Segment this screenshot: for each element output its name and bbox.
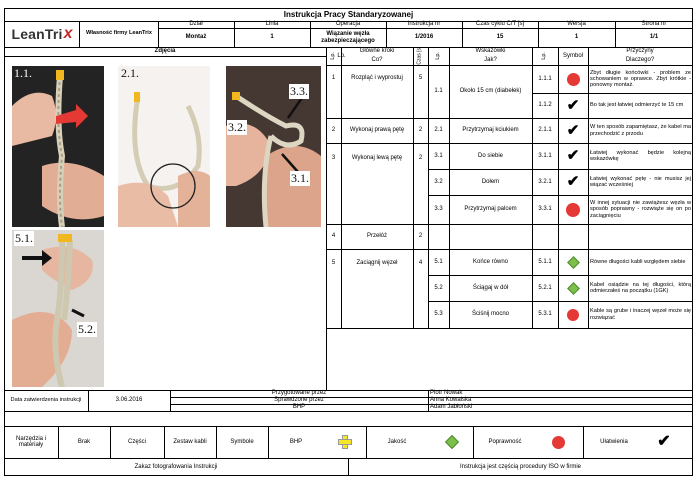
reason-text-1-1-2: Bo tak jest łatwiej odmierzyć te 15 cm bbox=[590, 102, 684, 109]
reason-text-3-3-1: W innej sytuacji nie zawiążesz węzła w sposób poprawny - rozwiąże się on po zaciągnięciu bbox=[590, 200, 691, 219]
step-name-1: Rozpląć i wyprostuj bbox=[351, 74, 403, 81]
header-label-instrukcja: Instrukcja nr bbox=[407, 21, 441, 28]
hint-text-3-2: Dołem bbox=[481, 178, 500, 185]
column-lp2 bbox=[428, 48, 449, 64]
reason-lp-3-1-1: 3.1.1 bbox=[538, 152, 552, 159]
red-circle-icon bbox=[566, 203, 580, 217]
step-lp-3: 3 bbox=[331, 154, 336, 161]
hint-text-5-3: Ściśnij mocno bbox=[471, 311, 509, 318]
step-time-3: 2 bbox=[418, 154, 423, 161]
reason-lp-5-2-1: 5.2.1 bbox=[538, 284, 552, 291]
approval-label-prepared: Przygotowane przez bbox=[271, 390, 327, 397]
hint-text-1-1: Około 15 cm (diabełek) bbox=[459, 88, 522, 95]
step-name-4: Przełóż bbox=[366, 233, 387, 240]
hint-lp-5-2: 5.2 bbox=[434, 284, 443, 291]
legend-brak: Brak bbox=[77, 438, 91, 445]
legend-poprawnosc-symbol bbox=[546, 426, 570, 458]
approval-date-label: Data zatwierdzenia instrukcji bbox=[10, 396, 82, 403]
reason-text-3-2-1: Łatwiej wykonać pętę - nie musisz jej wiązać wcześniej bbox=[590, 175, 691, 188]
step-time-5: 4 bbox=[418, 259, 423, 266]
column-lp1-rot bbox=[327, 48, 346, 64]
reason-symbol-1-1-2 bbox=[558, 93, 588, 118]
header-value-strona: 1/1 bbox=[649, 34, 659, 41]
legend-zestaw: Zestaw kabli bbox=[173, 438, 207, 445]
hint-text-5-1: Końce równo bbox=[472, 258, 509, 265]
column-zdjecia: Zdjęcia bbox=[154, 48, 176, 55]
header-label-strona: Strona nr bbox=[641, 21, 667, 28]
photo-label-2-1: 2.1. bbox=[121, 66, 139, 80]
reason-lp-3-2-1: 3.2.1 bbox=[538, 178, 552, 185]
reason-lp-5-1-1: 5.1.1 bbox=[538, 258, 552, 265]
photo-4 bbox=[12, 230, 104, 387]
hint-lp-2-1: 2.1 bbox=[434, 127, 443, 134]
column-symbol: Symbol bbox=[562, 52, 583, 59]
green-diamond-icon bbox=[445, 435, 459, 449]
reason-symbol-3-1-1 bbox=[558, 143, 588, 169]
legend-symbole: Symbole bbox=[230, 438, 254, 445]
column-glowne: Główne kroki bbox=[359, 48, 395, 55]
hint-lp-5-3: 5.3 bbox=[434, 311, 443, 318]
approval-value-checked: Anna Kowalska bbox=[430, 397, 472, 404]
header-value-wersja: 1 bbox=[574, 34, 579, 41]
hint-lp-1-1: 1.1 bbox=[434, 88, 443, 95]
logo-text: LeanTri bbox=[11, 26, 63, 42]
column-czas bbox=[413, 48, 428, 64]
footer-left: Zakaz fotografowania Instrukcji bbox=[134, 463, 218, 470]
check-mark-icon: ✔ bbox=[566, 147, 580, 165]
approval-date-value: 3.06.2016 bbox=[115, 397, 143, 404]
step-name-2: Wykonaj prawą pętę bbox=[349, 127, 405, 134]
czas-rotated: Czas [s] bbox=[416, 46, 423, 66]
logo bbox=[6, 23, 78, 45]
approval-value-prepared: Piotr Nowak bbox=[430, 390, 463, 397]
header-value-cykl: 15 bbox=[496, 34, 504, 41]
column-lp3 bbox=[532, 48, 558, 64]
header-label-wersja: Wersja bbox=[567, 21, 586, 28]
red-circle-icon bbox=[552, 436, 565, 449]
step-lp-5: 5 bbox=[331, 259, 336, 266]
hint-lp-5-1: 5.1 bbox=[434, 258, 443, 265]
header-value-operacja: Wiązanie węzła zabezpieczającego bbox=[321, 31, 375, 44]
reason-lp-3-3-1: 3.3.1 bbox=[538, 206, 552, 213]
hint-text-2-1: Przytrzymaj kciukiem bbox=[462, 127, 519, 134]
check-mark-icon: ✔ bbox=[566, 96, 580, 114]
yellow-cross-icon bbox=[338, 435, 352, 449]
column-wskazowki: Wskazówki bbox=[475, 48, 506, 55]
hint-lp-3-2: 3.2 bbox=[434, 178, 443, 185]
header-value-dzial: Montaż bbox=[185, 34, 207, 41]
step-time-1: 5 bbox=[418, 74, 423, 81]
legend-poprawnosc: Poprawność bbox=[488, 438, 522, 445]
column-przyczyny: Przyczyny bbox=[626, 48, 654, 55]
header-label-cykl: Czas cyklu C/T [s] bbox=[475, 21, 525, 28]
step-lp-2: 2 bbox=[331, 127, 336, 134]
step-lp-4: 4 bbox=[331, 233, 336, 240]
column-lp1: Lp. bbox=[337, 52, 346, 59]
hint-lp-3-3: 3.3 bbox=[434, 206, 443, 213]
reason-text-5-1-1: Równe długości kabli względem siebie bbox=[590, 258, 686, 265]
reason-symbol-3-3-1 bbox=[558, 195, 588, 224]
photo-label-5-2: 5.2. bbox=[78, 322, 96, 336]
red-circle-icon bbox=[567, 73, 580, 86]
legend-ulatwienia-symbol bbox=[652, 426, 676, 458]
legend-jakosc: Jakość bbox=[387, 438, 407, 445]
legend-title: Narzędzia i materiały bbox=[15, 435, 46, 448]
footer-right: Instrukcja jest częścią procedury ISO w firmie bbox=[459, 463, 582, 470]
reason-lp-5-3-1: 5.3.1 bbox=[538, 311, 552, 318]
step-time-2: 2 bbox=[418, 127, 423, 134]
photo-label-1-1: 1.1. bbox=[14, 66, 32, 80]
legend-jakosc-symbol bbox=[440, 426, 464, 458]
header-value-instrukcja: 1/2016 bbox=[414, 34, 434, 41]
red-circle-icon bbox=[567, 309, 579, 321]
logo-mark: x bbox=[63, 25, 73, 42]
hint-text-5-2: Ściągaj w dół bbox=[472, 284, 509, 291]
photo-label-3-1: 3.1. bbox=[291, 171, 309, 185]
reason-symbol-5-3-1 bbox=[558, 301, 588, 328]
column-wskazowki-sub: Jak? bbox=[484, 57, 497, 64]
reason-text-1-1-1: Zbyt długie końcówki - problem ze schowaniem w oprawce. Zbyt krótkie - ponowny montaż. bbox=[590, 69, 691, 89]
reason-symbol-1-1-1 bbox=[558, 65, 588, 93]
reason-lp-1-1-1: 1.1.1 bbox=[538, 75, 552, 82]
step-time-4: 2 bbox=[418, 233, 423, 240]
reason-symbol-3-2-1 bbox=[558, 169, 588, 195]
step-lp-1: 1 bbox=[331, 74, 336, 81]
column-przyczyny-sub: Dlaczego? bbox=[625, 57, 655, 64]
approval-value-bhp: Adam Jabłoński bbox=[430, 404, 473, 411]
legend-ulatwienia: Ułatwienia bbox=[600, 438, 628, 445]
header-label-linia: Linia bbox=[265, 21, 279, 28]
green-diamond-icon bbox=[567, 282, 580, 295]
hint-lp-3-1: 3.1 bbox=[434, 152, 443, 159]
header-value-linia: 1 bbox=[270, 34, 274, 41]
legend-czesci: Części bbox=[127, 438, 146, 445]
check-mark-icon: ✔ bbox=[566, 121, 580, 139]
lp1-rotated: Lp. bbox=[330, 52, 337, 60]
header-label-operacja: Operacja bbox=[335, 21, 361, 28]
column-glowne-sub: Co? bbox=[371, 57, 383, 64]
reason-text-5-2-1: Kabel osiądzie na tej długości, którą odmierzałeś na początku (1GK) bbox=[590, 281, 691, 294]
reason-text-3-1-1: Łatwiej wykonać będzie kolejną wskazówkę bbox=[590, 149, 691, 162]
photo-1 bbox=[12, 66, 104, 227]
legend-bhp-symbol bbox=[333, 426, 357, 458]
step-name-3: Wykonaj lewą pętę bbox=[351, 154, 403, 161]
check-mark-icon: ✔ bbox=[566, 173, 580, 191]
document-title: Instrukcja Pracy Standaryzowanej bbox=[283, 9, 414, 19]
reason-lp-2-1-1: 2.1.1 bbox=[538, 127, 552, 134]
cross-horizontal bbox=[338, 439, 352, 445]
photo-label-3-3: 3.3. bbox=[290, 84, 308, 98]
lp3-rotated: Lp. bbox=[541, 52, 548, 60]
photo-label-5-1: 5.1. bbox=[15, 231, 33, 245]
ownership-label: Własność firmy LeanTrix bbox=[86, 30, 152, 37]
green-diamond-icon bbox=[567, 256, 580, 269]
lp2-rotated: Lp. bbox=[434, 52, 441, 60]
reason-text-5-3-1: Kable są grube i inaczej węzeł może się rozwiązać bbox=[590, 308, 691, 321]
reason-text-2-1-1: W ten sposób zapamiętasz, że kabel ma przechodzić z przodu bbox=[590, 124, 691, 137]
legend-bhp: BHP bbox=[289, 438, 303, 445]
hint-text-3-1: Do siebie bbox=[477, 152, 503, 159]
approval-label-checked: Sprawdzone przez bbox=[274, 397, 324, 404]
reason-symbol-2-1-1 bbox=[558, 118, 588, 143]
reason-symbol-5-2-1 bbox=[558, 275, 588, 301]
approval-label-bhp: BHP bbox=[292, 404, 306, 411]
hint-text-3-3: Przytrzymaj palcem bbox=[464, 206, 517, 213]
step-name-5: Zaciągnij węzeł bbox=[356, 259, 398, 266]
reason-lp-1-1-2: 1.1.2 bbox=[538, 102, 552, 109]
header-label-dzial: Dział bbox=[189, 21, 203, 28]
reason-symbol-5-1-1 bbox=[558, 249, 588, 275]
photo-2 bbox=[118, 66, 210, 227]
photo-label-3-2: 3.2. bbox=[228, 120, 246, 134]
check-mark-icon: ✔ bbox=[657, 432, 671, 450]
